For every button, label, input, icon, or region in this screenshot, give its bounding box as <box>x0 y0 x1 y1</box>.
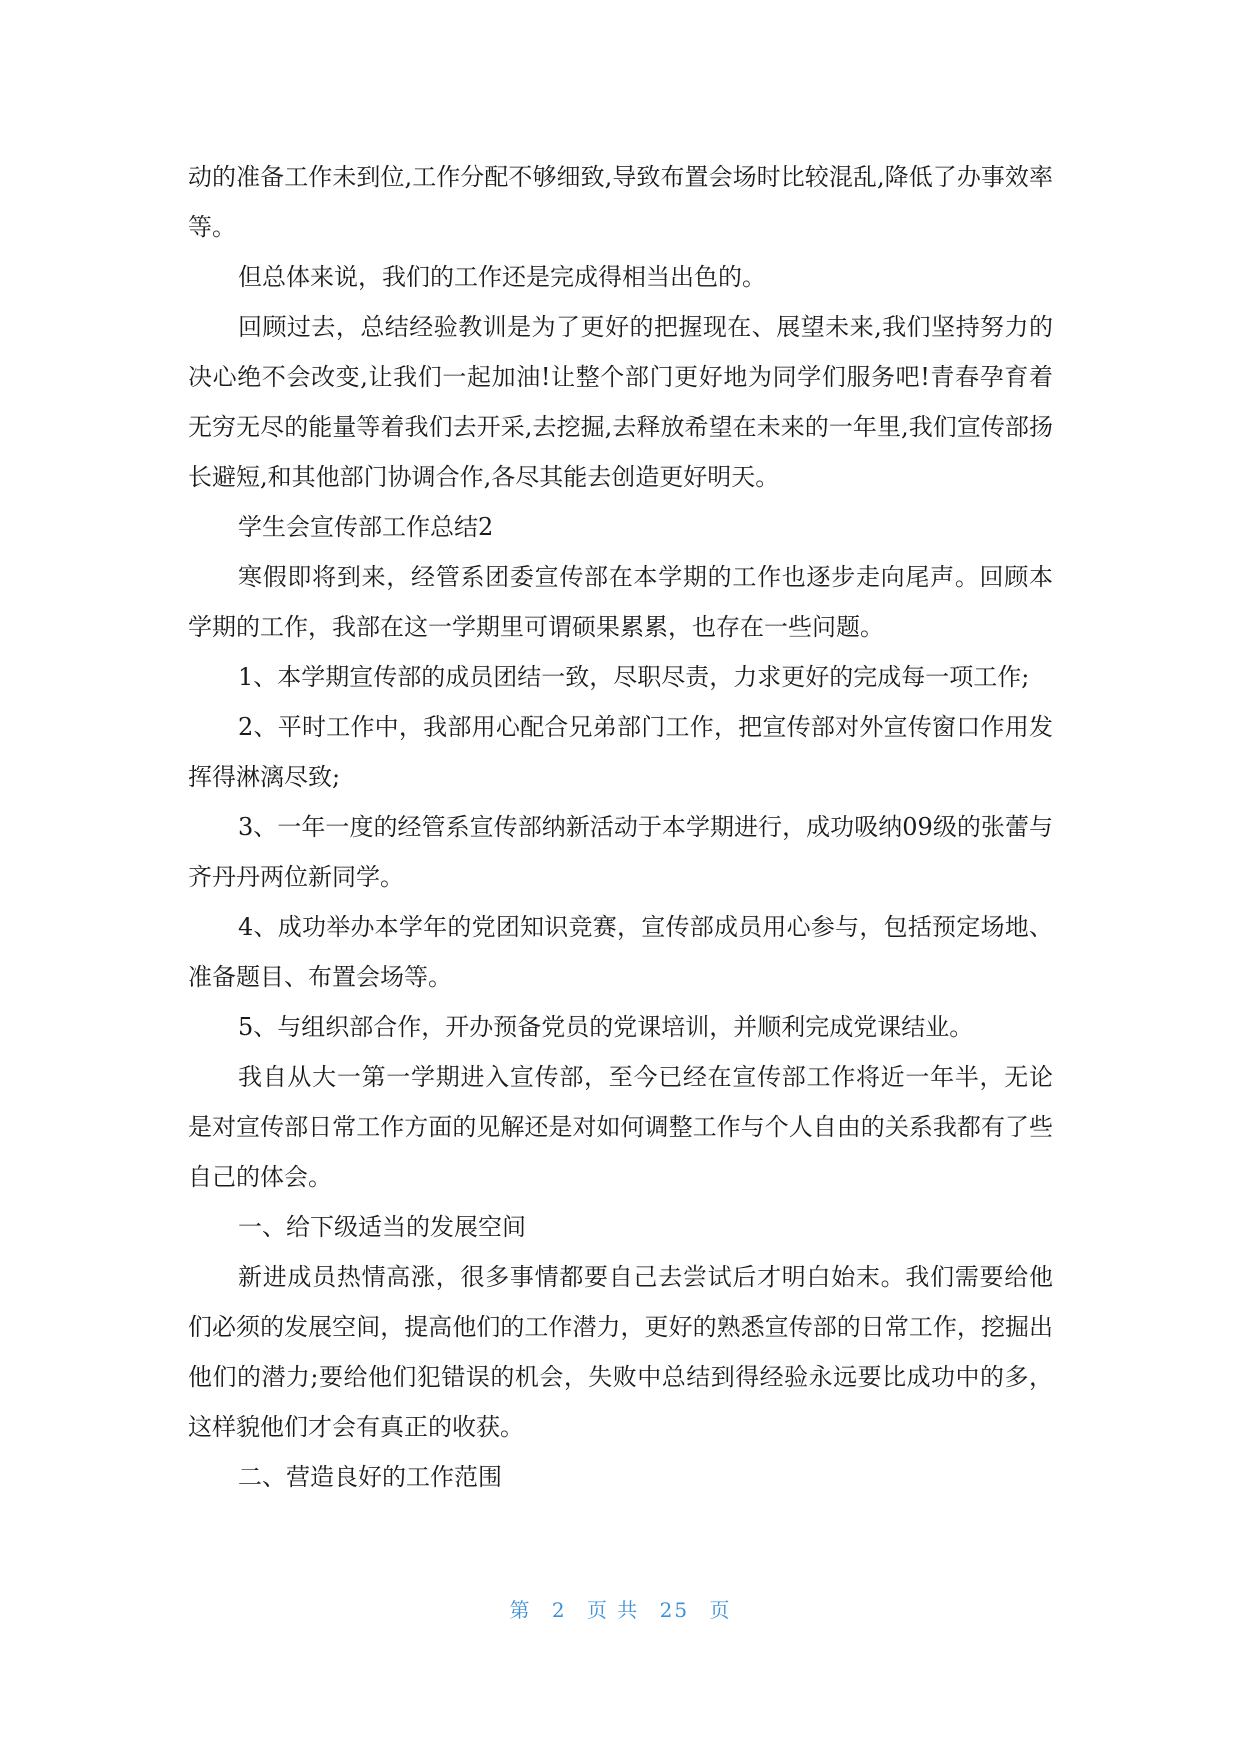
paragraph-10: 我自从大一第一学期进入宣传部，至今已经在宣传部工作将近一年半，无论是对宣传部日常工作方面的见解还是对如何调整工作与个人自由的关系我都有了些自己的体会。 <box>188 1063 1053 1191</box>
paragraph-4: 寒假即将到来，经管系团委宣传部在本学期的工作也逐步走向尾声。回顾本学期的工作，我部在这一学期里可谓硕果累累，也存在一些问题。 <box>188 563 1053 641</box>
paragraph-2: 回顾过去，总结经验教训是为了更好的把握现在、展望未来,我们坚持努力的决心绝不会改变,让我们一起加油!让整个部门更好地为同学们服务吧!青春孕育着无穷无尽的能量等着我们去开采,去挖掘,去释放希望在未来的一年里,我们宣传部扬长避短,和其他部门协调合作,各尽其能去创造更好明天。 <box>188 313 1053 491</box>
list-item-5: 5、与组织部合作，开办预备党员的党课培训，并顺利完成党课结业。 <box>238 1013 974 1041</box>
footer-suffix: 页 <box>709 1598 732 1622</box>
document-body <box>188 152 1053 1502</box>
footer-current-page: 2 <box>551 1598 567 1622</box>
paragraph-12: 新进成员热情高涨，很多事情都要自己去尝试后才明白始末。我们需要给他们必须的发展空间，提高他们的工作潜力，更好的熟悉宣传部的日常工作，挖掘出他们的潜力;要给他们犯错误的机会，失败中总结到得经验永远要比成功中的多，这样貌他们才会有真正的收获。 <box>188 1263 1053 1441</box>
subheading-1: 一、给下级适当的发展空间 <box>238 1213 526 1241</box>
section-heading-2: 学生会宣传部工作总结2 <box>238 513 494 541</box>
subheading-2: 二、营造良好的工作范围 <box>238 1463 502 1491</box>
list-item-2: 2、平时工作中，我部用心配合兄弟部门工作，把宣传部对外宣传窗口作用发挥得淋漓尽致; <box>188 713 1053 791</box>
paragraph-1: 但总体来说，我们的工作还是完成得相当出色的。 <box>238 263 766 291</box>
list-item-4: 4、成功举办本学年的党团知识竞赛，宣传部成员用心参与，包括预定场地、准备题目、布置会场等。 <box>188 913 1053 991</box>
footer-total-pages: 25 <box>659 1598 690 1622</box>
footer-middle: 页 共 <box>586 1598 640 1622</box>
list-item-3: 3、一年一度的经管系宣传部纳新活动于本学期进行，成功吸纳09级的张蕾与齐丹丹两位新同学。 <box>188 813 1053 891</box>
footer-prefix: 第 <box>509 1598 532 1622</box>
paragraph-0: 动的准备工作未到位,工作分配不够细致,导致布置会场时比较混乱,降低了办事效率等。 <box>188 163 1053 241</box>
list-item-1: 1、本学期宣传部的成员团结一致，尽职尽责，力求更好的完成每一项工作; <box>238 663 1030 691</box>
page-footer <box>0 1594 1241 1623</box>
